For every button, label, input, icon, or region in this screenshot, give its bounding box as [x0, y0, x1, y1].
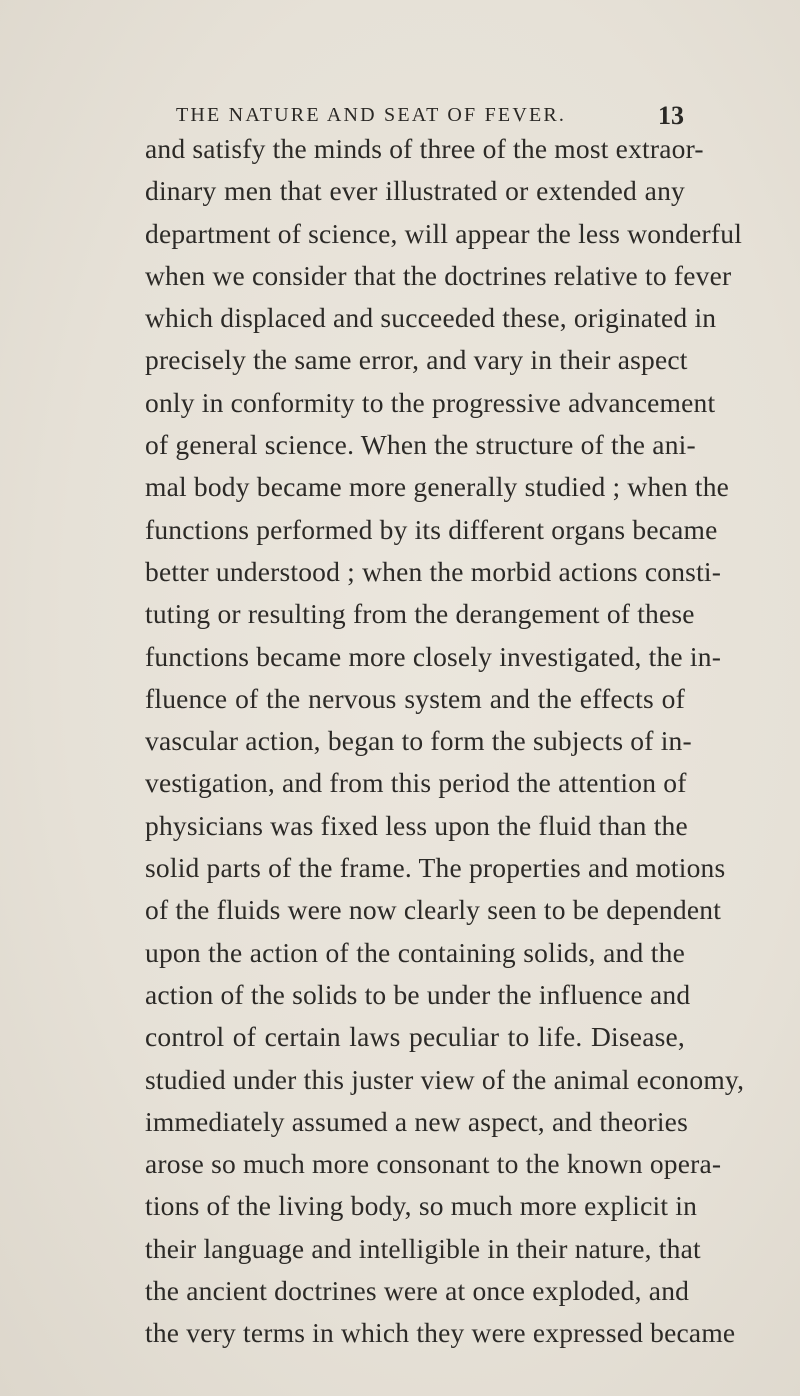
- text-line: better understood ; when the morbid actions consti-: [145, 555, 722, 587]
- text-line: when we consider that the doctrines relative to fever: [145, 259, 732, 291]
- text-line: the very terms in which they were expressed became: [145, 1317, 736, 1349]
- text-line: arose so much more consonant to the known opera-: [145, 1148, 722, 1180]
- text-line: dinary men that ever illustrated or extended any: [145, 175, 685, 207]
- page-number: 13: [658, 101, 684, 130]
- text-line: studied under this juster view of the animal economy,: [145, 1063, 745, 1095]
- text-line: upon the action of the containing solids, and the: [145, 936, 685, 968]
- running-head-title: THE NATURE AND SEAT OF FEVER.: [176, 104, 567, 126]
- text-line: precisely the same error, and vary in their aspect: [145, 344, 688, 376]
- text-line: solid parts of the frame. The properties and motions: [145, 852, 726, 884]
- text-line: functions performed by its different organs became: [145, 513, 718, 545]
- text-line: tions of the living body, so much more explicit in: [145, 1190, 698, 1222]
- text-line: the ancient doctrines were at once exploded, and: [145, 1275, 690, 1307]
- text-line: fluence of the nervous system and the effects of: [145, 682, 685, 714]
- body-text: [145, 128, 745, 1355]
- text-line: functions became more closely investigated, the in-: [145, 640, 722, 672]
- text-line: only in conformity to the progressive advancement: [145, 386, 716, 418]
- text-line: mal body became more generally studied ; when the: [145, 471, 730, 503]
- text-line: vascular action, began to form the subjects of in-: [145, 725, 692, 757]
- text-line: action of the solids to be under the influence and: [145, 978, 691, 1010]
- text-line: of the fluids were now clearly seen to be dependent: [145, 894, 722, 926]
- text-line: which displaced and succeeded these, originated in: [145, 302, 717, 334]
- text-line: vestigation, and from this period the attention of: [145, 767, 687, 799]
- text-line: department of science, will appear the less wonderful: [145, 217, 743, 249]
- text-line: and satisfy the minds of three of the most extraor-: [145, 133, 704, 164]
- text-line: control of certain laws peculiar to life. Disease,: [145, 1021, 685, 1053]
- text-line: tuting or resulting from the derangement of these: [145, 598, 695, 630]
- text-line: their language and intelligible in their nature, that: [145, 1232, 701, 1264]
- text-line: immediately assumed a new aspect, and theories: [145, 1105, 688, 1137]
- text-line: of general science. When the structure of the ani-: [145, 429, 696, 461]
- text-line: physicians was fixed less upon the fluid than the: [145, 809, 688, 841]
